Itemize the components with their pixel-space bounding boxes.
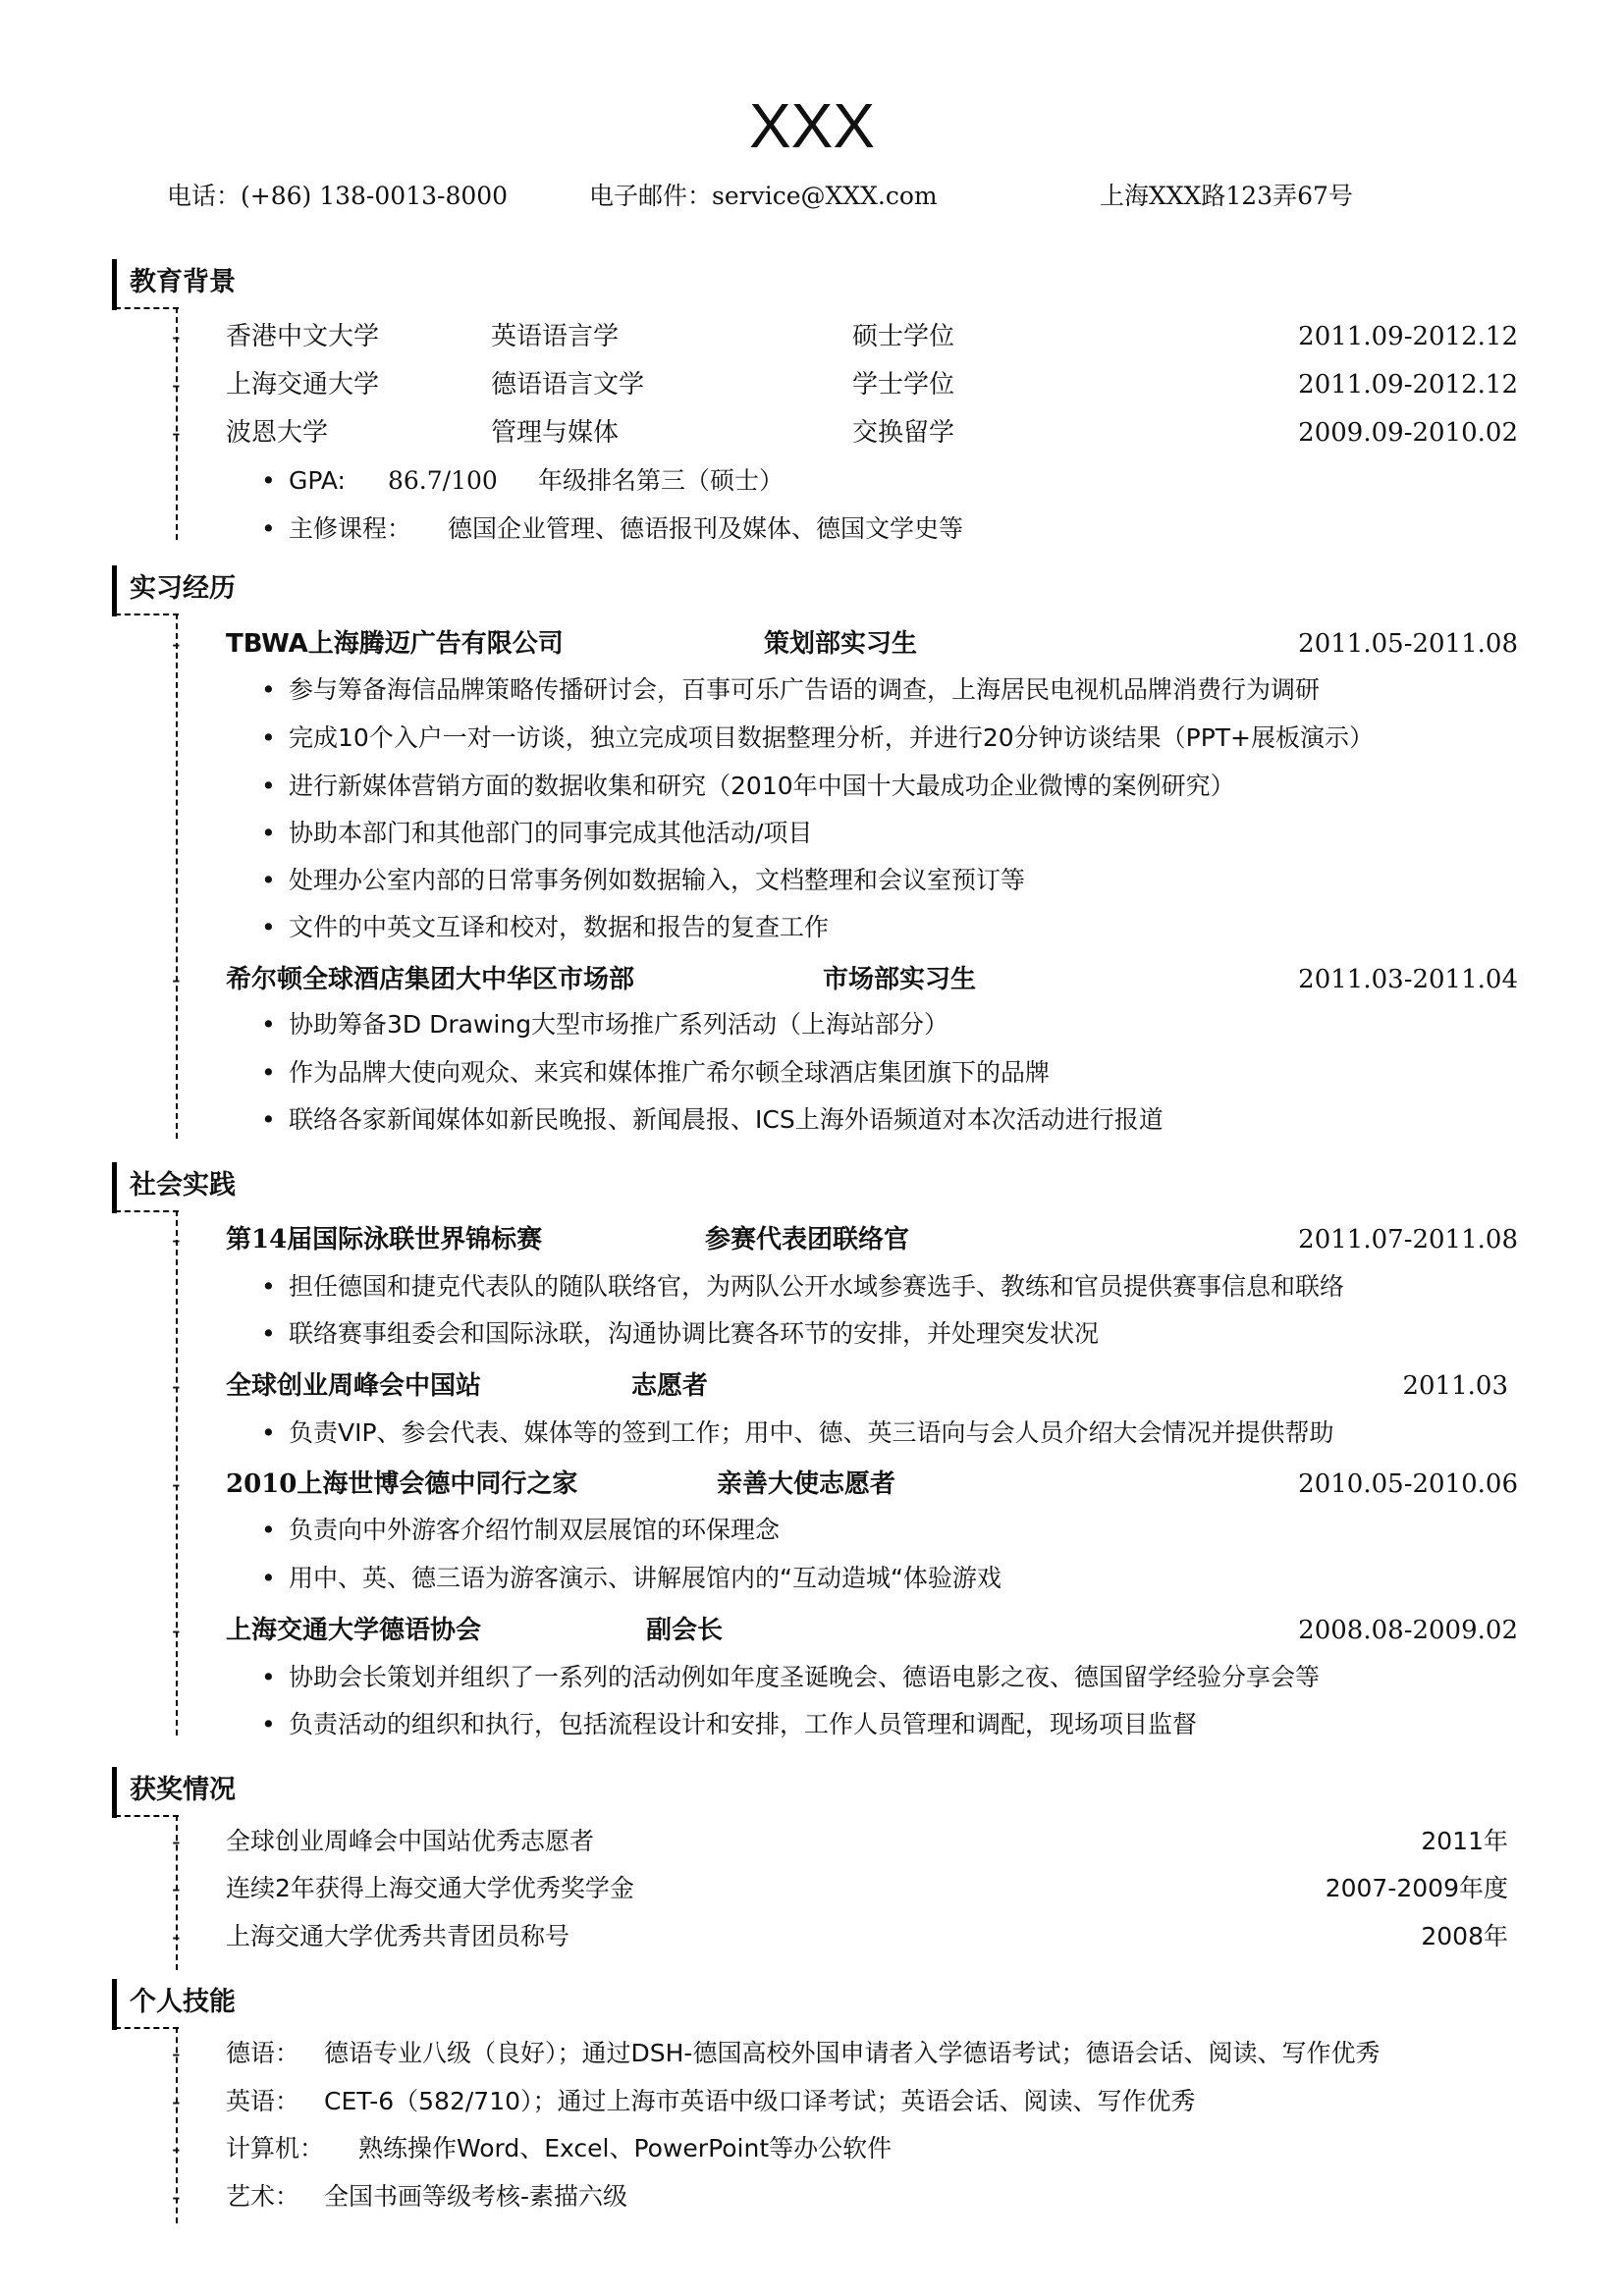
- social-bullet: • 负责VIP、参会代表、媒体等的签到工作；用中、德、英三语向与会人员介绍大会情况并提供帮助: [261, 1418, 1334, 1447]
- degree: 学士学位: [852, 370, 955, 400]
- date: 2011.03-2011.04: [1298, 965, 1518, 994]
- section-marker: [112, 1767, 117, 1818]
- date: 2011.09-2012.12: [1298, 322, 1518, 351]
- role: 市场部实习生: [823, 965, 977, 994]
- date: 2011.07-2011.08: [1298, 1225, 1518, 1255]
- major: 英语语言学: [491, 322, 620, 351]
- school: 波恩大学: [226, 418, 329, 448]
- role: 策划部实习生: [764, 629, 918, 659]
- social-bullet: • 担任德国和捷克代表队的随队联络官，为两队公开水域参赛选手、教练和官员提供赛事信息和联络: [261, 1272, 1345, 1301]
- gpa-line: • GPA:: [261, 466, 346, 495]
- skill-value: CET-6（582/710）；通过上海市英语中级口译考试；英语会话、阅读、写作优秀: [324, 2087, 1196, 2115]
- job-bullet: • 参与筹备海信品牌策略传播研讨会，百事可乐广告语的调查，上海居民电视机品牌消费行为调研: [261, 675, 1321, 704]
- skill-label: 英语：: [226, 2087, 300, 2115]
- section-rule: [115, 307, 179, 309]
- section-marker: [112, 565, 117, 616]
- section-title: 实习经历: [130, 573, 236, 604]
- job-bullet: • 联络各家新闻媒体如新民晚报、新闻晨报、ICS上海外语频道对本次活动进行报道: [261, 1105, 1164, 1134]
- degree: 硕士学位: [852, 322, 955, 351]
- skill-label: 艺术：: [226, 2182, 300, 2211]
- section-title: 获奖情况: [130, 1775, 236, 1805]
- date: 2010.05-2010.06: [1298, 1469, 1518, 1499]
- role: 参赛代表团联络官: [705, 1225, 910, 1255]
- job-bullet: • 进行新媒体营销方面的数据收集和研究（2010年中国十大最成功企业微博的案例研究）: [261, 772, 1235, 800]
- section-timeline: [176, 614, 178, 1139]
- job-bullet: • 作为品牌大使向观众、来宾和媒体推广希尔顿全球酒店集团旗下的品牌: [261, 1058, 1051, 1087]
- date: 2009.09-2010.02: [1298, 418, 1518, 448]
- date: 2008.08-2009.02: [1298, 1616, 1518, 1645]
- social-bullet: • 联络赛事组委会和国际泳联，沟通协调比赛各环节的安排，并处理突发状况: [261, 1319, 1100, 1348]
- section-marker: [112, 1162, 117, 1213]
- date: 2011.03: [1402, 1371, 1508, 1401]
- section-rule: [115, 1210, 179, 1212]
- award-date: 2007-2009年度: [1325, 1874, 1508, 1902]
- organization: 2010上海世博会德中同行之家: [226, 1469, 578, 1499]
- resume-name: XXX: [748, 90, 876, 161]
- company: TBWA上海腾迈广告有限公司: [226, 629, 564, 659]
- award-date: 2011年: [1421, 1827, 1508, 1855]
- section-rule: [115, 614, 179, 615]
- job-bullet: • 协助筹备3D Drawing大型市场推广系列活动（上海站部分）: [261, 1010, 949, 1039]
- job-bullet: • 完成10个入户一对一访谈，独立完成项目数据整理分析，并进行20分钟访谈结果（PPT+展板演示）: [261, 723, 1374, 752]
- role: 副会长: [646, 1616, 724, 1645]
- job-bullet: • 文件的中英文互译和校对，数据和报告的复查工作: [261, 913, 830, 941]
- award-date: 2008年: [1421, 1922, 1508, 1950]
- section-marker: [112, 1979, 117, 2030]
- courses-value: 德国企业管理、德语报刊及媒体、德国文学史等: [448, 514, 964, 543]
- company: 希尔顿全球酒店集团大中华区市场部: [226, 965, 635, 994]
- job-bullet: • 处理办公室内部的日常事务例如数据输入，文档整理和会议室预订等: [261, 866, 1026, 894]
- role: 亲善大使志愿者: [717, 1469, 896, 1499]
- date: 2011.05-2011.08: [1298, 629, 1518, 659]
- section-marker: [112, 259, 117, 310]
- social-bullet: • 负责活动的组织和执行，包括流程设计和安排，工作人员管理和调配，现场项目监督: [261, 1710, 1198, 1738]
- award-name: 全球创业周峰会中国站优秀志愿者: [226, 1827, 595, 1855]
- social-bullet: • 用中、英、德三语为游客演示、讲解展馆内的“互动造城“体验游戏: [261, 1564, 1001, 1592]
- job-bullet: • 协助本部门和其他部门的同事完成其他活动/项目: [261, 819, 813, 847]
- gpa-value: 86.7/100: [388, 466, 498, 495]
- gpa-rank: 年级排名第三（硕士）: [538, 466, 785, 495]
- major: 管理与媒体: [491, 418, 620, 448]
- skill-value: 全国书画等级考核-素描六级: [324, 2182, 628, 2211]
- social-bullet: • 负责向中外游客介绍竹制双层展馆的环保理念: [261, 1516, 781, 1544]
- contact-phone: 电话：(+86) 138-0013-8000: [167, 182, 509, 210]
- organization: 全球创业周峰会中国站: [226, 1371, 482, 1401]
- contact-email: 电子邮件：service@XXX.com: [589, 182, 938, 210]
- social-bullet: • 协助会长策划并组织了一系列的活动例如年度圣诞晚会、德语电影之夜、德国留学经验分享会等: [261, 1663, 1321, 1691]
- school: 香港中文大学: [226, 322, 380, 351]
- school: 上海交通大学: [226, 370, 380, 400]
- degree: 交换留学: [852, 418, 955, 448]
- organization: 第14届国际泳联世界锦标赛: [226, 1225, 543, 1255]
- skill-label: 计算机：: [226, 2134, 325, 2163]
- skill-label: 德语：: [226, 2039, 300, 2067]
- organization: 上海交通大学德语协会: [226, 1616, 482, 1645]
- award-name: 连续2年获得上海交通大学优秀奖学金: [226, 1874, 634, 1902]
- contact-address: 上海XXX路123弄67号: [1100, 182, 1353, 210]
- section-title: 个人技能: [130, 1987, 236, 2017]
- skill-value: 熟练操作Word、Excel、PowerPoint等办公软件: [358, 2134, 893, 2163]
- section-title: 教育背景: [130, 267, 236, 297]
- date: 2011.09-2012.12: [1298, 370, 1518, 400]
- major: 德语语言文学: [491, 370, 645, 400]
- role: 志愿者: [631, 1371, 709, 1401]
- courses-line: • 主修课程：: [261, 514, 412, 543]
- section-title: 社会实践: [130, 1170, 236, 1201]
- award-name: 上海交通大学优秀共青团员称号: [226, 1922, 570, 1950]
- section-rule: [115, 2027, 179, 2029]
- section-rule: [115, 1815, 179, 1817]
- skill-value: 德语专业八级（良好）；通过DSH-德国高校外国申请者入学德语考试；德语会话、阅读、写作优秀: [324, 2039, 1380, 2067]
